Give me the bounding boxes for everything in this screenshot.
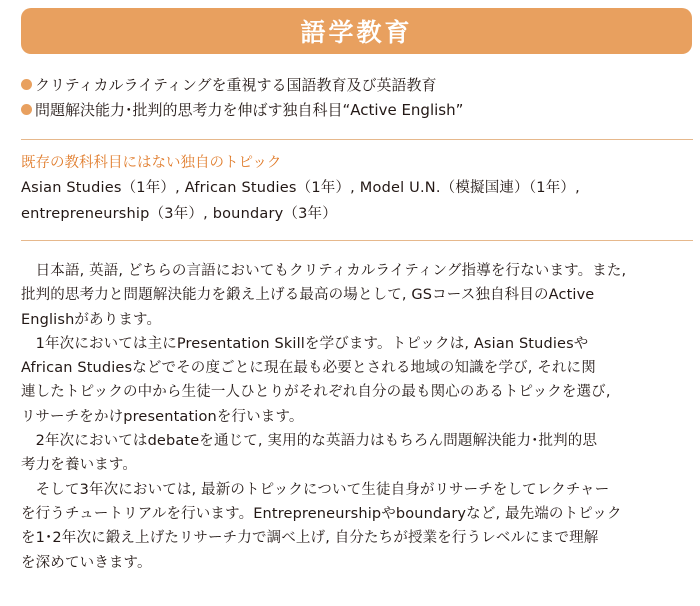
section-header bbox=[21, 8, 692, 54]
feature-text: クリティカルライティングを重視する国語教育及び英語教育 bbox=[35, 76, 437, 94]
body-line: リサーチをかけpresentationを行います。 bbox=[21, 408, 304, 425]
divider-bottom bbox=[21, 240, 693, 241]
body-line: そして3年次においては, 最新のトピックについて生徒自身がリサーチをしてレクチャー bbox=[21, 481, 610, 498]
body-line: 考力を養います。 bbox=[21, 457, 138, 474]
body-line: 連したトピックの中から生徒一人ひとりがそれぞれ自分の最も関心のあるトピックを選び, bbox=[21, 384, 611, 401]
feature-text: 問題解決能力･批判的思考力を伸ばす独自科目“Active English” bbox=[35, 101, 464, 119]
body-paragraphs bbox=[21, 259, 693, 575]
body-line: を行うチュートリアルを行います。Entrepreneurshipやboundaryなど, 最先端のトピック bbox=[21, 505, 622, 522]
topics-heading: 既存の教科科目にはない独自のトピック bbox=[21, 155, 282, 171]
feature-list bbox=[21, 72, 693, 122]
bullet-dot-icon bbox=[21, 79, 32, 90]
topics-line: entrepreneurship（3年）, boundary（3年） bbox=[21, 206, 337, 222]
body-line: 2年次においてはdebateを通じて, 実用的な英語力はもちろん問題解決能力･批判的思 bbox=[21, 433, 598, 450]
body-line: を1･2年次に鍛え上げたリサーチ力で調べ上げ, 自分たちが授業を行うレベルにまで理解 bbox=[21, 530, 599, 547]
topics-line: Asian Studies（1年）, African Studies（1年）, Model U.N.（模擬国連）（1年）, bbox=[21, 180, 580, 196]
section-title: 語学教育 bbox=[300, 18, 413, 47]
topics-section bbox=[21, 151, 693, 227]
feature-item bbox=[21, 97, 693, 122]
body-line: 1年次においては主にPresentation Skillを学びます。トピックは, Asian Studiesや bbox=[21, 335, 589, 352]
body-line: Englishがあります。 bbox=[21, 311, 162, 328]
body-line: 日本語, 英語, どちらの言語においてもクリティカルライティング指導を行ないます。また, bbox=[21, 263, 627, 279]
body-line: を深めていきます。 bbox=[21, 554, 152, 571]
feature-item bbox=[21, 72, 693, 97]
body-line: African Studiesなどでその度ごとに現在最も必要とされる地域の知識を学び, それに関 bbox=[21, 360, 596, 377]
bullet-dot-icon bbox=[21, 104, 32, 115]
body-line: 批判的思考力と問題解決能力を鍛え上げる最高の場として, GSコース独自科目のActive bbox=[21, 287, 595, 304]
divider-top bbox=[21, 139, 693, 140]
